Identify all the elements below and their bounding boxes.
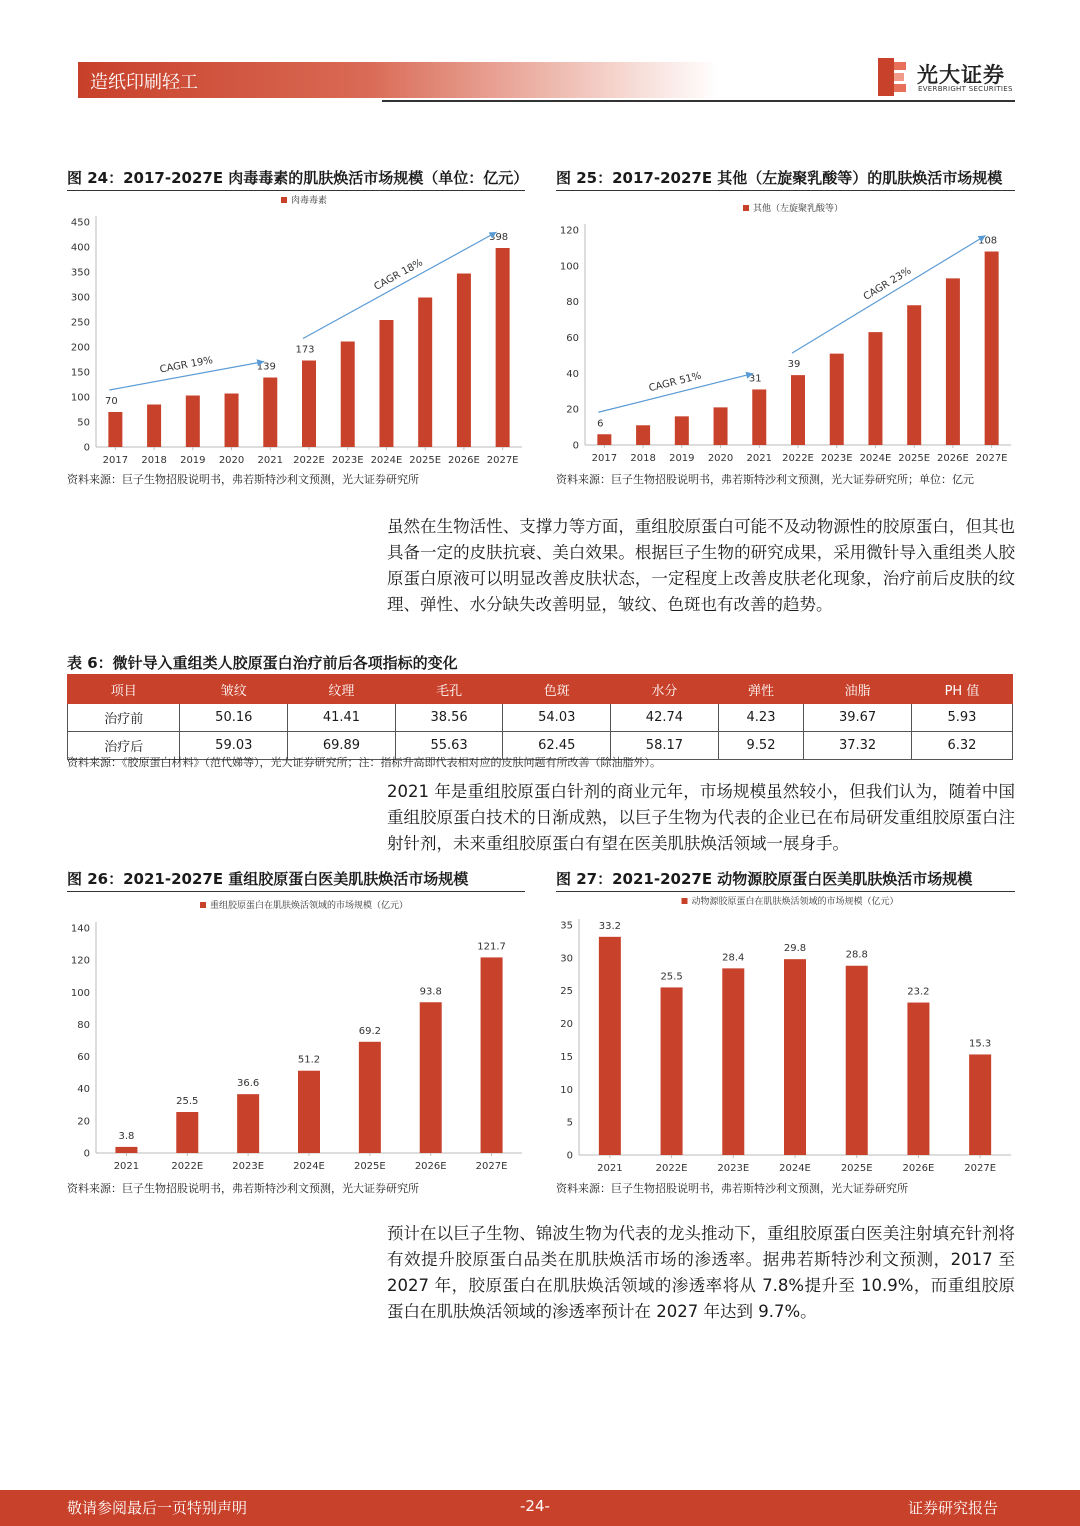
table-cell: 50.16 [180, 704, 288, 732]
bar [263, 378, 277, 448]
fig27-source: 资料来源：巨子生物招股说明书，弗若斯特沙利文预测，光大证券研究所 [556, 1182, 908, 1195]
bar [791, 375, 805, 445]
x-tick-label: 2022E [782, 453, 814, 464]
bar [714, 407, 728, 445]
bar [420, 1002, 442, 1153]
x-tick-label: 2024E [293, 1161, 325, 1172]
table-cell: 治疗前 [68, 704, 180, 732]
y-tick-label: 30 [560, 953, 573, 965]
table-cell: 6.32 [911, 732, 1012, 760]
table-cell: 9.52 [718, 732, 804, 760]
data-label: 15.3 [969, 1038, 992, 1050]
y-tick-label: 100 [70, 392, 90, 404]
fig25-chart [549, 192, 1019, 470]
y-tick-label: 200 [70, 342, 90, 354]
y-tick-label: 350 [70, 267, 90, 279]
y-tick-label: 250 [70, 317, 90, 329]
bar [496, 248, 510, 447]
data-label: 33.2 [598, 920, 621, 932]
table-header-cell: 项目 [68, 675, 180, 704]
data-label: 51.2 [297, 1054, 321, 1066]
x-tick-label: 2017 [102, 455, 129, 466]
y-tick-label: 120 [70, 955, 90, 967]
section-title: 造纸印刷轻工 [90, 72, 198, 93]
y-tick-label: 60 [566, 333, 579, 344]
table-cell: 治疗后 [68, 732, 180, 760]
bar [298, 1071, 320, 1153]
y-tick-label: 15 [560, 1051, 573, 1063]
data-label: 25.5 [660, 971, 683, 983]
data-label: 23.2 [907, 986, 930, 998]
table6 [67, 674, 1013, 760]
legend-swatch [743, 205, 749, 211]
bar [636, 425, 650, 445]
bar [830, 354, 844, 445]
fig26-chart [60, 893, 530, 1178]
page-number: -24- [520, 1497, 550, 1515]
legend-label: 肉毒毒素 [291, 196, 328, 206]
data-label: 398 [489, 232, 509, 243]
footer-band [0, 1490, 1080, 1526]
x-tick-label: 2024E [779, 1163, 811, 1174]
table-cell: 69.89 [288, 732, 396, 760]
legend-label: 动物源胶原蛋白在肌肤焕活领域的市场规模（亿元） [691, 897, 899, 907]
data-label: 39 [787, 359, 801, 371]
table-cell: 38.56 [395, 704, 503, 732]
table-header-cell: 水分 [611, 675, 719, 704]
bar [752, 389, 766, 445]
fig24-title: 图 24：2017-2027E 肉毒毒素的肌肤焕活市场规模（单位：亿元） [67, 169, 529, 187]
table-header-cell: 色斑 [503, 675, 611, 704]
x-tick-label: 2023E [232, 1161, 265, 1172]
footer-disclaimer: 敬请参阅最后一页特别声明 [67, 1499, 248, 1517]
data-label: 3.8 [118, 1130, 135, 1142]
bar [722, 968, 744, 1155]
y-tick-label: 25 [560, 986, 573, 998]
x-tick-label: 2018 [141, 455, 167, 466]
fig26-title-rule [67, 891, 525, 892]
bar [675, 416, 689, 445]
bar [302, 361, 316, 448]
x-tick-label: 2019 [669, 453, 695, 464]
bar [597, 434, 611, 445]
bar [147, 405, 161, 448]
fig25-source: 资料来源：巨子生物招股说明书，弗若斯特沙利文预测，光大证券研究所；单位：亿元 [556, 473, 974, 486]
x-tick-label: 2024E [370, 455, 403, 466]
body-paragraph-2: 2021 年是重组胶原蛋白针剂的商业元年，市场规模虽然较小，但我们认为，随着中国重组胶原蛋白技术的日渐成熟，以巨子生物为代表的企业已在布局研发重组胶原蛋白注射针剂，未来重组胶原蛋白有望在医美肌肤焕活领域一展身手。 [387, 782, 1015, 853]
x-tick-label: 2022E [171, 1161, 204, 1172]
everbright-logo-icon [878, 58, 908, 96]
bar [868, 332, 882, 445]
table6-title: 表 6：微针导入重组类人胶原蛋白治疗前后各项指标的变化 [67, 654, 458, 672]
x-tick-label: 2027E [486, 455, 519, 466]
y-tick-label: 120 [559, 225, 579, 237]
fig26-source: 资料来源：巨子生物招股说明书，弗若斯特沙利文预测，光大证券研究所 [67, 1182, 419, 1195]
table-header-cell: 纹理 [288, 675, 396, 704]
bar [225, 394, 239, 448]
fig25-title: 图 25：2017-2027E 其他（左旋聚乳酸等）的肌肤焕活市场规模 [556, 169, 1003, 187]
y-tick-label: 20 [566, 404, 579, 416]
table-header-cell: PH 值 [911, 675, 1012, 704]
x-tick-label: 2017 [591, 453, 618, 464]
x-tick-label: 2027E [975, 453, 1008, 464]
x-tick-label: 2026E [937, 453, 969, 464]
data-label: 28.4 [722, 952, 745, 964]
fig26-title: 图 26：2021-2027E 重组胶原蛋白医美肌肤焕活市场规模 [67, 870, 469, 888]
table-cell: 55.63 [395, 732, 503, 760]
y-tick-label: 20 [560, 1019, 573, 1031]
bar [946, 278, 960, 445]
footer-report-type: 证券研究报告 [908, 1499, 999, 1517]
legend-swatch [200, 902, 206, 908]
fig25-title-rule [556, 190, 1015, 191]
bar [784, 959, 806, 1155]
x-tick-label: 2021 [746, 453, 772, 464]
fig24-chart [60, 192, 530, 470]
data-label: 108 [978, 235, 998, 247]
y-tick-label: 80 [77, 1019, 90, 1031]
x-tick-label: 2026E [448, 455, 480, 466]
legend-swatch [281, 197, 287, 203]
cagr-label: CAGR 18% [372, 257, 425, 293]
y-tick-label: 400 [70, 242, 90, 254]
bar [846, 966, 868, 1155]
legend-label: 重组胶原蛋白在肌肤焕活领域的市场规模（亿元） [210, 901, 409, 911]
table-header-cell: 油脂 [804, 675, 912, 704]
data-label: 70 [104, 396, 118, 407]
x-tick-label: 2027E [475, 1161, 508, 1172]
x-tick-label: 2023E [331, 455, 364, 466]
y-tick-label: 100 [559, 261, 579, 273]
bar [115, 1147, 137, 1153]
data-label: 139 [256, 361, 276, 373]
bar [907, 305, 921, 445]
table-cell: 59.03 [180, 732, 288, 760]
x-tick-label: 2021 [257, 455, 283, 466]
y-tick-label: 60 [77, 1052, 90, 1064]
y-tick-label: 0 [83, 1148, 90, 1160]
y-tick-label: 80 [566, 297, 579, 309]
table6-source: 资料来源：《胶原蛋白材料》（范代娣等），光大证券研究所；注：指标升高即代表相对应的皮肤问题有所改善（除油脂外）。 [67, 756, 661, 769]
table-cell: 58.17 [611, 732, 719, 760]
y-tick-label: 0 [83, 442, 90, 454]
table-cell: 42.74 [611, 704, 719, 732]
table-cell: 4.23 [718, 704, 804, 732]
table-header-cell: 毛孔 [395, 675, 503, 704]
cagr-label: CAGR 51% [647, 370, 703, 395]
bar [907, 1003, 929, 1155]
body-paragraph-1: 虽然在生物活性、支撑力等方面，重组胶原蛋白可能不及动物源性的胶原蛋白，但其也具备一定的皮肤抗衰、美白效果。根据巨子生物的研究成果，采用微针导入重组类人胶原蛋白原液可以明显改善皮肤状态，一定程度上改善皮肤老化现象，治疗前后皮肤的纹理、弹性、水分缺失改善明显，皱纹、色斑也有改善的趋势。 [387, 517, 1015, 614]
y-tick-label: 0 [566, 1150, 573, 1162]
bar [108, 412, 122, 447]
x-tick-label: 2025E [353, 1161, 386, 1172]
data-label: 69.2 [358, 1025, 381, 1037]
x-tick-label: 2021 [113, 1161, 140, 1172]
y-tick-label: 140 [70, 923, 90, 935]
x-tick-label: 2027E [964, 1163, 997, 1174]
x-tick-label: 2026E [414, 1161, 447, 1172]
y-tick-label: 300 [70, 292, 90, 304]
bar [481, 957, 503, 1153]
x-tick-label: 2023E [820, 453, 853, 464]
legend-label: 其他（左旋聚乳酸等） [753, 204, 844, 214]
table-header-row [68, 675, 1013, 704]
x-tick-label: 2024E [859, 453, 892, 464]
y-tick-label: 40 [566, 368, 579, 380]
x-tick-label: 2026E [902, 1163, 935, 1174]
data-label: 6 [597, 418, 604, 430]
data-label: 121.7 [477, 941, 506, 953]
table-cell: 37.32 [804, 732, 912, 760]
legend-swatch [682, 898, 688, 904]
bar [985, 252, 999, 446]
y-tick-label: 100 [70, 987, 90, 999]
fig27-title: 图 27：2021-2027E 动物源胶原蛋白医美肌肤焕活市场规模 [556, 870, 973, 888]
data-label: 36.6 [237, 1078, 260, 1090]
y-tick-label: 50 [77, 417, 90, 429]
x-tick-label: 2019 [180, 455, 206, 466]
x-tick-label: 2020 [218, 455, 245, 466]
y-tick-label: 0 [572, 440, 579, 452]
data-label: 29.8 [783, 943, 807, 955]
cagr-label: CAGR 23% [861, 265, 914, 303]
y-tick-label: 150 [70, 367, 90, 379]
table-cell: 5.93 [911, 704, 1012, 732]
x-tick-label: 2023E [717, 1163, 750, 1174]
data-label: 28.8 [845, 949, 868, 961]
table-header-cell: 皱纹 [180, 675, 288, 704]
data-label: 173 [295, 344, 315, 356]
bar [969, 1054, 991, 1155]
bar [599, 937, 621, 1155]
fig27-chart [549, 893, 1019, 1178]
table-cell: 54.03 [503, 704, 611, 732]
header-divider [382, 100, 1015, 102]
y-tick-label: 40 [77, 1084, 90, 1096]
fig24-title-rule [67, 190, 525, 191]
fig27-title-rule [556, 891, 1015, 892]
bar [341, 342, 355, 448]
x-tick-label: 2025E [898, 453, 931, 464]
x-tick-label: 2022E [293, 455, 325, 466]
body-paragraph-3: 预计在以巨子生物、锦波生物为代表的龙头推动下，重组胶原蛋白医美注射填充针剂将有效提升胶原蛋白品类在肌肤焕活市场的渗透率。据弗若斯特沙利文预测，2017 至 2027 年，胶原蛋白在肌肤焕活领域的渗透率将从 7.8%提升至 10.9%，而重组胶原蛋白在肌肤焕活领域的渗透率预计在 2027 年达到 9.7%。 [387, 1224, 1015, 1321]
table-row [68, 704, 1013, 732]
x-tick-label: 2025E [840, 1163, 873, 1174]
y-tick-label: 450 [70, 217, 90, 229]
cagr-label: CAGR 19% [158, 355, 214, 376]
table-cell: 41.41 [288, 704, 396, 732]
y-tick-label: 20 [77, 1116, 90, 1128]
x-tick-label: 2018 [630, 453, 656, 464]
bar [661, 987, 683, 1155]
bar [237, 1094, 259, 1153]
data-label: 31 [748, 373, 762, 385]
x-tick-label: 2021 [597, 1163, 623, 1174]
bar [186, 396, 200, 448]
logo-text: 光大证券 [917, 63, 1005, 87]
table-cell: 39.67 [804, 704, 912, 732]
y-tick-label: 5 [566, 1117, 573, 1129]
data-label: 93.8 [419, 986, 442, 998]
fig24-source: 资料来源：巨子生物招股说明书，弗若斯特沙利文预测，光大证券研究所 [67, 473, 419, 486]
logo-subtext: EVERBRIGHT SECURITIES [918, 85, 1013, 93]
bar [176, 1112, 198, 1153]
y-tick-label: 10 [560, 1084, 573, 1096]
y-tick-label: 35 [560, 920, 573, 932]
x-tick-label: 2020 [707, 453, 734, 464]
table-header-cell: 弹性 [718, 675, 804, 704]
bar [418, 298, 432, 448]
table-cell: 62.45 [503, 732, 611, 760]
bar [379, 320, 393, 447]
bar [359, 1042, 381, 1153]
data-label: 25.5 [176, 1096, 199, 1108]
bar [457, 274, 471, 448]
x-tick-label: 2025E [409, 455, 442, 466]
x-tick-label: 2022E [655, 1163, 688, 1174]
